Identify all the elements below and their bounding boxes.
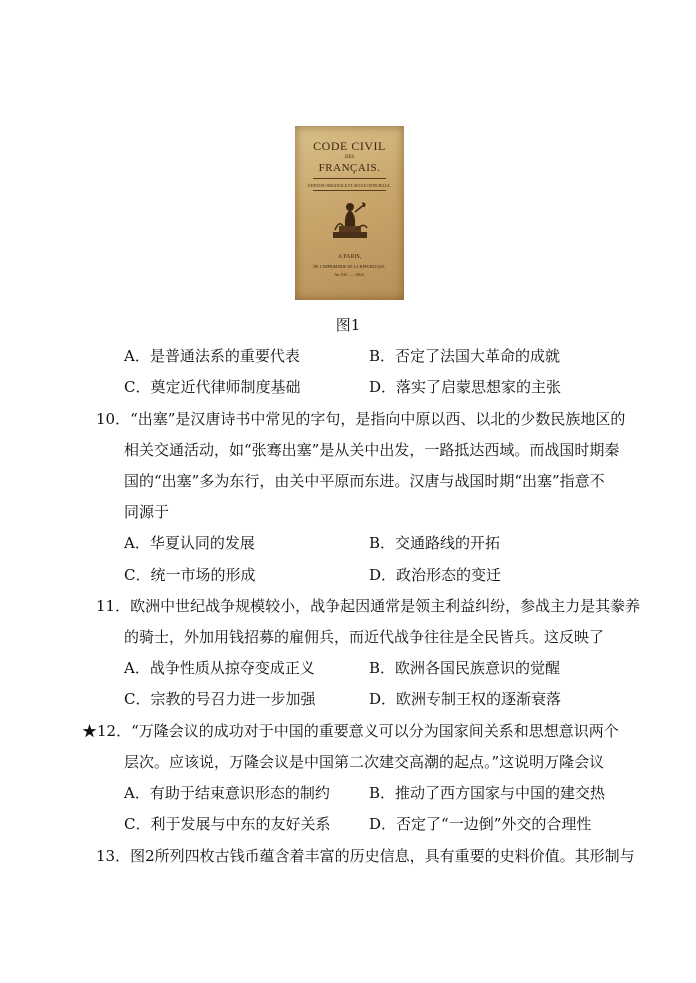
q12-option-b: B．推动了西方国家与中国的建交热 [369, 784, 606, 802]
cover-title-line-2: FRANÇAIS. [318, 162, 381, 174]
q10-option-a: A．华夏认同的发展 [124, 534, 255, 552]
q11-stem-line-1: 11．欧洲中世纪战争规模较小，战争起因通常是领主利益纠纷，参战主力是其豢养 [96, 597, 641, 615]
q12-option-a: A．有助于结束意识形态的制约 [124, 784, 330, 802]
q11-stem-line-2: 的骑士，外加用钱招募的雇佣兵，而近代战争往往是全民皆兵。这反映了 [124, 628, 605, 646]
q9-option-b: B．否定了法国大革命的成就 [369, 347, 561, 365]
q9-option-c: C．奠定近代律师制度基础 [124, 378, 301, 396]
q10-stem-line-2: 相关交通活动，如“张骞出塞”是从关中出发，一路抵达西域。而战国时期秦 [124, 441, 620, 459]
q10-option-d: D．政治形态的变迁 [369, 566, 502, 584]
q10-stem-line-1: 10．“出塞”是汉唐诗书中常见的字句，是指向中原以西、以北的少数民族地区的 [96, 410, 626, 428]
q13-stem-line-1: 13．图2所列四枚古钱币蕴含着丰富的历史信息，具有重要的史料价值。其形制与 [96, 847, 635, 865]
code-civil-cover-image [295, 126, 404, 300]
q12-option-d: D．否定了“一边倒”外交的合理性 [369, 815, 592, 833]
figure-caption: 图1 [335, 316, 361, 334]
cover-emblem-icon [327, 196, 373, 242]
q11-option-b: B．欧洲各国民族意识的觉醒 [369, 659, 561, 677]
cover-edition: ÉDITION ORIGINALE ET SEULE OFFICIELLE. [308, 183, 391, 188]
cover-title-line-1: CODE CIVIL [313, 139, 386, 153]
q11-option-a: A．战争性质从掠夺变成正义 [124, 659, 315, 677]
q10-option-c: C．统一市场的形成 [124, 566, 256, 584]
q9-option-a: A．是普通法系的重要代表 [124, 347, 300, 365]
cover-printer: DE L'IMPRIMERIE DE LA RÉPUBLIQUE. [313, 264, 386, 269]
q12-stem-line-2: 层次。应该说，万隆会议是中国第二次建交高潮的起点。”这说明万隆会议 [124, 753, 605, 771]
q11-option-c: C．宗教的号召力进一步加强 [124, 690, 316, 708]
cover-year: An XII. — 1804. [334, 272, 365, 277]
q12-stem-line-1: ★12．“万隆会议的成功对于中国的重要意义可以分为国家间关系和思想意识两个 [82, 722, 619, 740]
cover-rule-top [313, 178, 386, 179]
cover-rule-bottom [313, 190, 386, 191]
cover-title-des: DES [344, 155, 355, 160]
q10-option-b: B．交通路线的开拓 [369, 534, 501, 552]
q10-stem-line-3: 国的“出塞”多为东行，由关中平原而东进。汉唐与战国时期“出塞”指意不 [124, 472, 605, 490]
q9-option-d: D．落实了启蒙思想家的主张 [369, 378, 562, 396]
q11-option-d: D．欧洲专制王权的逐渐衰落 [369, 690, 562, 708]
q10-stem-line-4: 同源于 [124, 503, 170, 521]
cover-place: A PARIS, [337, 254, 362, 260]
q12-option-c: C．利于发展与中东的友好关系 [124, 815, 331, 833]
